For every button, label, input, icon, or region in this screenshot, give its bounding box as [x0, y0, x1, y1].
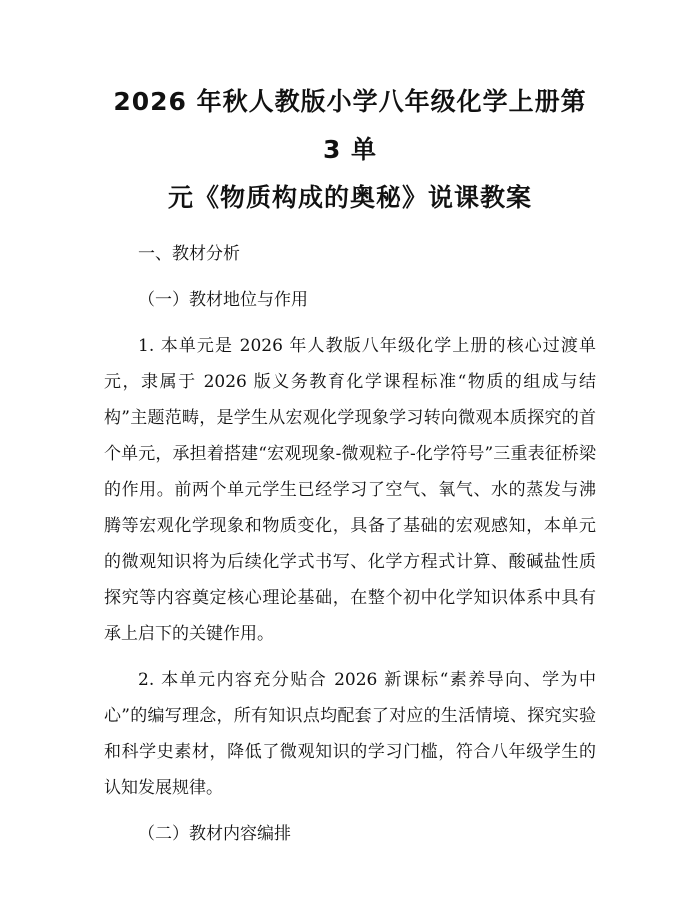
section-heading-textbook-analysis: 一、教材分析 — [138, 244, 240, 264]
title-line-2: 元《物质构成的奥秘》说课教案 — [167, 183, 532, 212]
paragraph-1: 1. 本单元是 2026 年人教版八年级化学上册的核心过渡单元，隶属于 2026 版义务教育化学课程标准“物质的组成与结构”主题范畴，是学生从宏观化学现象学习转向微观本质探究的首个单元，承担着搭建“宏观现象-微观粒子-化学符号”三重表征桥梁的作用。前两个单元学生已经学习了空气、氧气、水的蒸发与沸腾等宏观化学现象和物质变化，具备了基础的宏观感知，本单元的微观知识将为后续化学式书写、化学方程式计算、酸碱盐性质探究等内容奠定核心理论基础，在整个初中化学知识体系中具有承上启下的关键作用。 — [104, 336, 596, 644]
document-title — [104, 78, 596, 222]
subsection-heading-content-arrangement: （二）教材内容编排 — [138, 824, 291, 844]
subsection-heading-position-role: （一）教材地位与作用 — [138, 290, 308, 310]
paragraph-2: 2. 本单元内容充分贴合 2026 新课标“素养导向、学为中心”的编写理念，所有知识点均配套了对应的生活情境、探究实验和科学史素材，降低了微观知识的学习门槛，符合八年级学生的认知发展规律。 — [104, 670, 596, 798]
title-line-1: 2026 年秋人教版小学八年级化学上册第 3 单 — [113, 87, 587, 164]
